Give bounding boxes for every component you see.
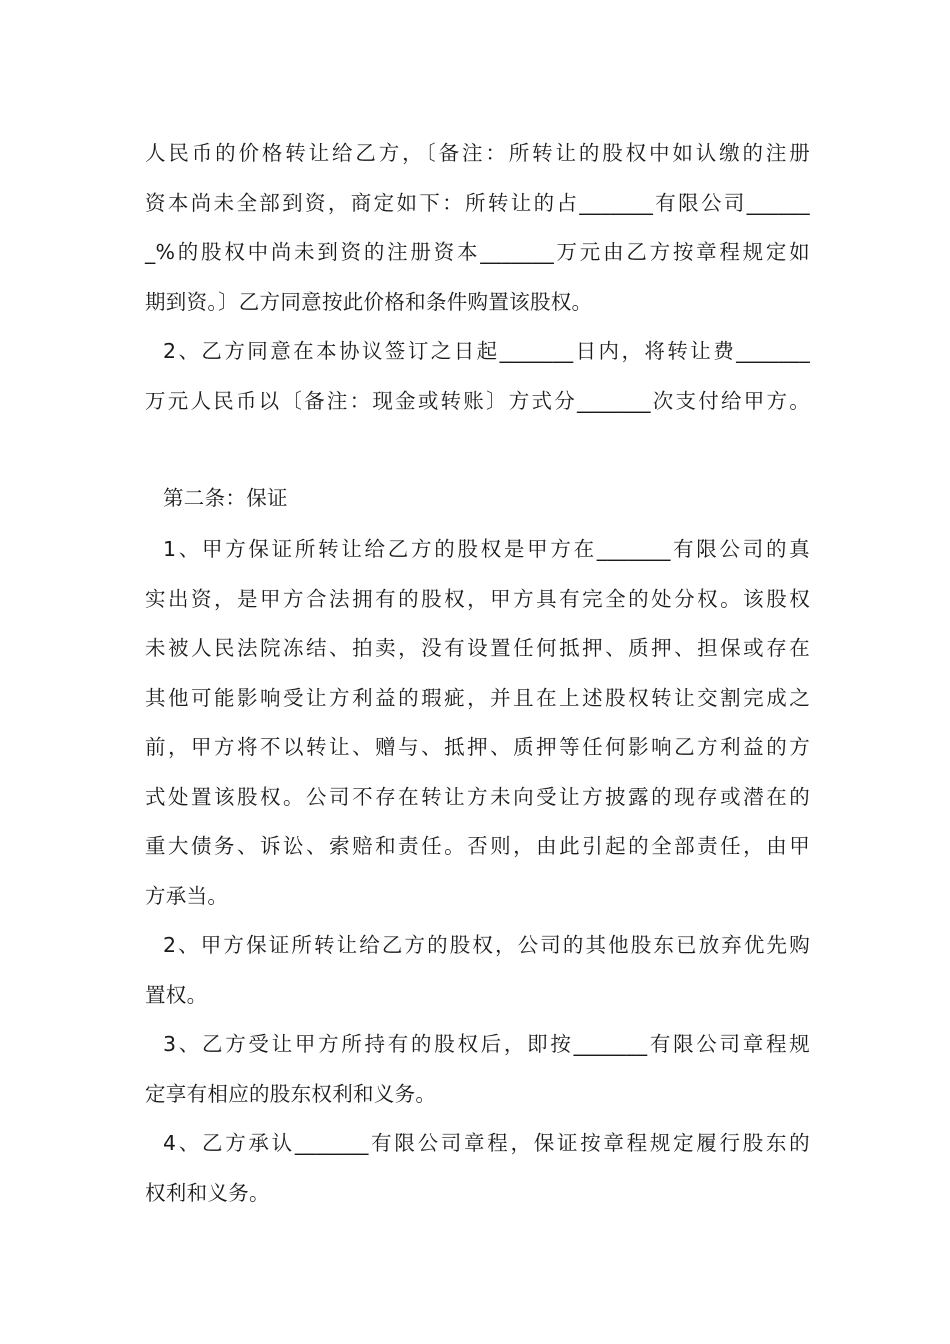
section-top-text xyxy=(145,129,810,426)
paragraph-line: 定享有相应的股东权利和义务。 xyxy=(145,1081,437,1106)
paragraph-line: 万元人民币以〔备注：现金或转账〕方式分_______次支付给甲方。 xyxy=(145,388,810,413)
paragraph-line: 3、乙方受让甲方所持有的股权后，即按_______有限公司章程规 xyxy=(163,1032,810,1056)
paragraph-line: 2、乙方同意在本协议签订之日起_______日内，将转让费_______ xyxy=(163,339,810,363)
paragraph-line: 4、乙方承认_______有限公司章程，保证按章程规定履行股东的 xyxy=(163,1131,810,1155)
paragraph-line: 1、甲方保证所转让给乙方的股权是甲方在_______有限公司的真 xyxy=(163,537,810,561)
paragraph-line: 2、甲方保证所转让给乙方的股权，公司的其他股东已放弃优先购 xyxy=(163,933,810,957)
paragraph-line: 资本尚未全部到资，商定如下：所转让的占_______有限公司______ xyxy=(145,190,810,215)
paragraph-line: 方承当。 xyxy=(145,883,229,908)
article-heading: 第二条：保证 xyxy=(163,486,288,510)
paragraph-line: 式处置该股权。公司不存在转让方未向受让方披露的现存或潜在的 xyxy=(145,784,810,809)
paragraph-line: 期到资。〕乙方同意按此价格和条件购置该股权。 xyxy=(145,289,593,314)
paragraph-line: 权利和义务。 xyxy=(145,1180,270,1205)
paragraph-line: 置权。 xyxy=(145,982,208,1007)
paragraph-line: 重大债务、诉讼、索赔和责任。否则，由此引起的全部责任，由甲 xyxy=(145,834,810,858)
paragraph-line: 前，甲方将不以转让、赠与、抵押、质押等任何影响乙方利益的方 xyxy=(145,735,810,759)
article-two-heading-block xyxy=(145,474,810,524)
paragraph-line: _%的股权中尚未到资的注册资本_______万元由乙方按章程规定如 xyxy=(145,240,810,264)
article-two-text xyxy=(145,525,810,1218)
paragraph-line: 人民币的价格转让给乙方，〔备注：所转让的股权中如认缴的注册 xyxy=(145,141,810,165)
paragraph-line: 其他可能影响受让方利益的瑕疵，并且在上述股权转让交割完成之 xyxy=(145,685,810,710)
paragraph-line: 未被人民法院冻结、拍卖，没有设置任何抵押、质押、担保或存在 xyxy=(145,636,810,660)
paragraph-line: 实出资，是甲方合法拥有的股权，甲方具有完全的处分权。该股权 xyxy=(145,586,810,611)
